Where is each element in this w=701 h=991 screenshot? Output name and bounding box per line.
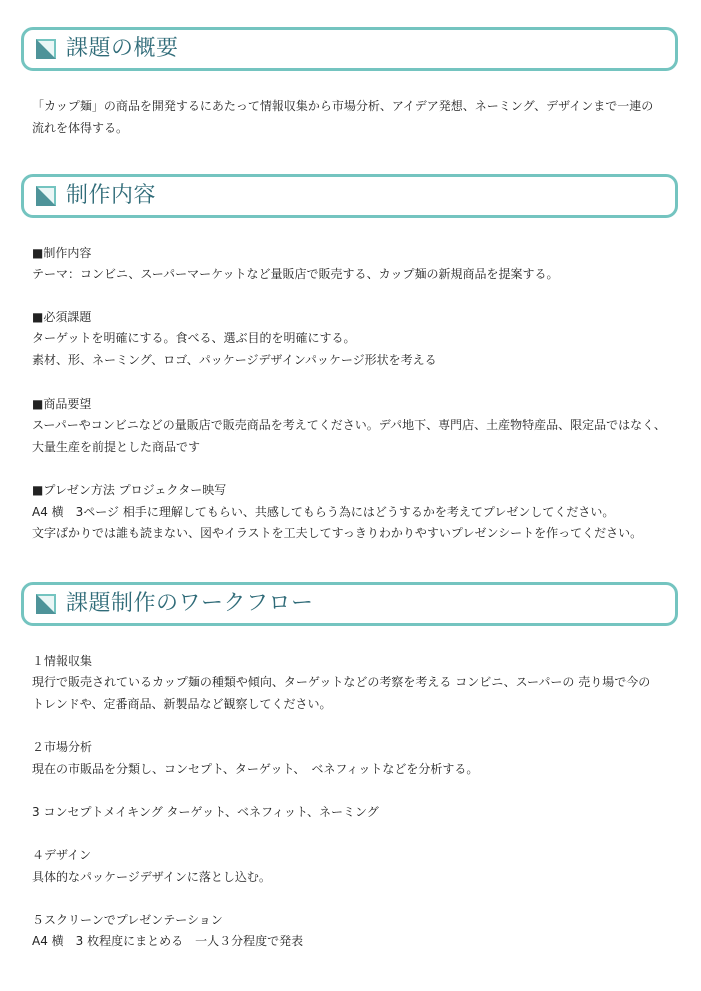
section-title-overview: 課題の概要 [66,36,179,61]
diagonal-square-marker-icon [36,39,56,59]
section-title-content: 制作内容 [66,183,157,208]
section-header-content [21,174,678,218]
workflow-step-3-line: 3 コンセプトメイキング ターゲット、ベネフィット、ネーミング [32,805,379,819]
section-header-workflow [21,582,678,626]
content-heading-required: ■必須課題 [32,310,92,324]
content-presentation-line-2: 文字ばかりでは誰も読まない、図やイラストを工夫してすっきりわかりやすいプレゼンシートを作ってください。 [32,526,643,540]
workflow-step-4-heading: ４デザイン [32,848,92,862]
workflow-step-5-line: A4 横 3 枚程度にまとめる 一人３分程度で発表 [32,934,304,948]
workflow-step-1-heading: １情報収集 [32,654,93,668]
diagonal-square-marker-icon [36,594,56,614]
workflow-step-5-heading: ５スクリーンでプレゼンテーション [32,913,223,927]
section-title-workflow: 課題制作のワークフロー [66,591,314,616]
overview-line-2: 流れを体得する。 [32,121,129,135]
content-heading-production: ■制作内容 [32,246,92,260]
content-presentation-line-1: A4 横 3ページ 相手に理解してもらい、共感してもらう為にはどうするかを考えてプレゼンしてください。 [32,505,615,519]
section-header-overview [21,27,678,71]
workflow-step-1-line-1: 現行で販売されているカップ麺の種類や傾向、ターゲットなどの考察を考える コンビニ、スーパーの 売り場で今の [32,675,651,689]
content-heading-request: ■商品要望 [32,397,92,411]
content-heading-presentation: ■プレゼン方法 プロジェクター映写 [32,483,227,497]
workflow-step-1-line-2: トレンドや、定番商品、新製品など観察してください。 [32,697,332,711]
content-theme-line: テーマ：コンビニ、スーパーマーケットなど量販店で販売する、カップ麺の新規商品を提案する。 [32,267,559,281]
workflow-step-4-line: 具体的なパッケージデザインに落とし込む。 [32,870,271,884]
overview-line-1: 「カップ麺」の商品を開発するにあたって情報収集から市場分析、アイデア発想、ネーミング、デザインまで一連の [32,99,654,113]
content-request-line-1: スーパーやコンビニなどの量販店で販売商品を考えてください。デパ地下、専門店、土産物特産品、限定品ではなく、 [32,418,666,432]
content-required-line-1: ターゲットを明確にする。食べる、選ぶ目的を明確にする。 [32,331,356,345]
workflow-step-2-heading: ２市場分析 [32,740,93,754]
diagonal-square-marker-icon [36,186,56,206]
workflow-step-2-line: 現在の市販品を分類し、コンセプト、ターゲット、 ベネフィットなどを分析する。 [32,762,479,776]
content-request-line-2: 大量生産を前提とした商品です [32,440,201,454]
content-required-line-2: 素材、形、ネーミング、ロゴ、パッケージデザインパッケージ形状を考える [32,353,437,367]
